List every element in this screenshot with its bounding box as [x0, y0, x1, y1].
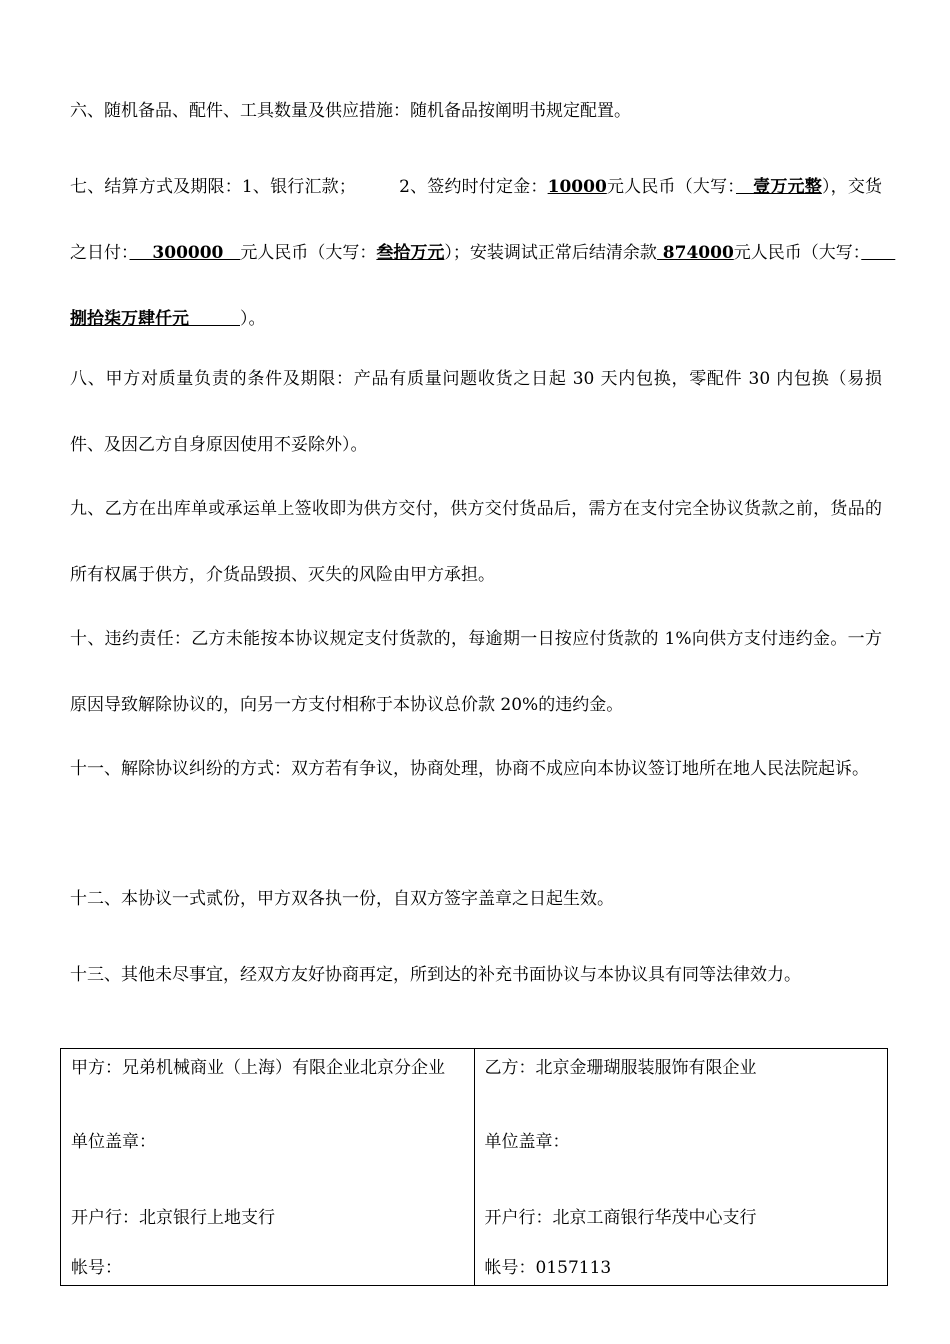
- clause-text: 元人民币（大写：: [606, 177, 736, 197]
- clause-text: ）；安装调试正常后结清余款: [444, 243, 657, 263]
- clause-text: 九、乙方在出库单或承运单上签收即为供方交付，供方交付货品后，需方在支付完全协议货款之前，货品的所有权属于供方，介货品毁损、灭失的风险由甲方承担。: [70, 499, 882, 585]
- clause-text: 元人民币（大写：: [733, 243, 862, 263]
- clause-text: 八、甲方对质量负责的条件及期限：产品有质量问题收货之日起 30 天内包换，零配件 30 内包换（易损件、及因乙方自身原因使用不妥除外）。: [70, 369, 882, 455]
- signature-table: [60, 1048, 888, 1286]
- clause-text: ），交货之日付：: [70, 177, 883, 263]
- filled-value: 壹万元整: [735, 177, 822, 197]
- clause-7-payment: [70, 154, 896, 352]
- clause-text: 十二、本协议一式贰份，甲方双各执一份，自双方签字盖章之日起生效。: [70, 889, 614, 909]
- party-b-seal: 单位盖章：: [484, 1132, 570, 1152]
- party-b-cell: [474, 1049, 888, 1285]
- filled-value: 叁拾万元: [376, 243, 445, 263]
- filled-value: 捌拾柒万肆仟元: [70, 243, 896, 329]
- party-a-seal: 单位盖章：: [71, 1132, 156, 1152]
- filled-value: 300000: [129, 243, 241, 263]
- party-b-account: 帐号：0157113: [484, 1258, 612, 1278]
- party-a-bank: 开户行：北京银行上地支行: [71, 1208, 275, 1228]
- clause-text: 十一、解除协议纠纷的方式：双方若有争议，协商处理，协商不成应向本协议签订地所在地人民法院起诉。: [70, 759, 869, 779]
- clause-9-ownership: [70, 476, 882, 608]
- party-a-name: 甲方：兄弟机械商业（上海）有限企业北京分企业: [71, 1058, 445, 1078]
- clause-12-copies: [70, 866, 882, 932]
- clause-text: 元人民币（大写：: [240, 243, 377, 263]
- party-b-bank: 开户行：北京工商银行华茂中心支行: [484, 1208, 757, 1228]
- clause-text: ）。: [240, 309, 266, 329]
- clause-10-breach: [70, 606, 882, 738]
- party-b-name: 乙方：北京金珊瑚服装服饰有限企业: [484, 1058, 757, 1078]
- clause-text: 十、违约责任：乙方未能按本协议规定支付货款的，每逾期一日按应付货款的 1%向供方支付违约金。一方原因导致解除协议的，向另一方支付相称于本协议总价款 20%的违约金。: [70, 629, 882, 715]
- clause-text: 七、结算方式及期限：1、银行汇款； 2、签约时付定金：: [70, 177, 548, 197]
- filled-value: 874000: [656, 243, 734, 263]
- clause-13-other: [70, 942, 882, 1008]
- clause-text: 十三、其他未尽事宜，经双方友好协商再定，所到达的补充书面协议与本协议具有同等法律效力。: [70, 965, 801, 985]
- clause-text: 六、随机备品、配件、工具数量及供应措施：随机备品按阐明书规定配置。: [70, 101, 631, 121]
- party-a-cell: [61, 1049, 474, 1285]
- party-a-account: 帐号：: [71, 1258, 122, 1278]
- filled-value: 10000: [547, 177, 607, 197]
- clause-8-quality: [70, 346, 882, 478]
- clause-11-dispute: [70, 736, 882, 802]
- clause-6: [70, 78, 882, 144]
